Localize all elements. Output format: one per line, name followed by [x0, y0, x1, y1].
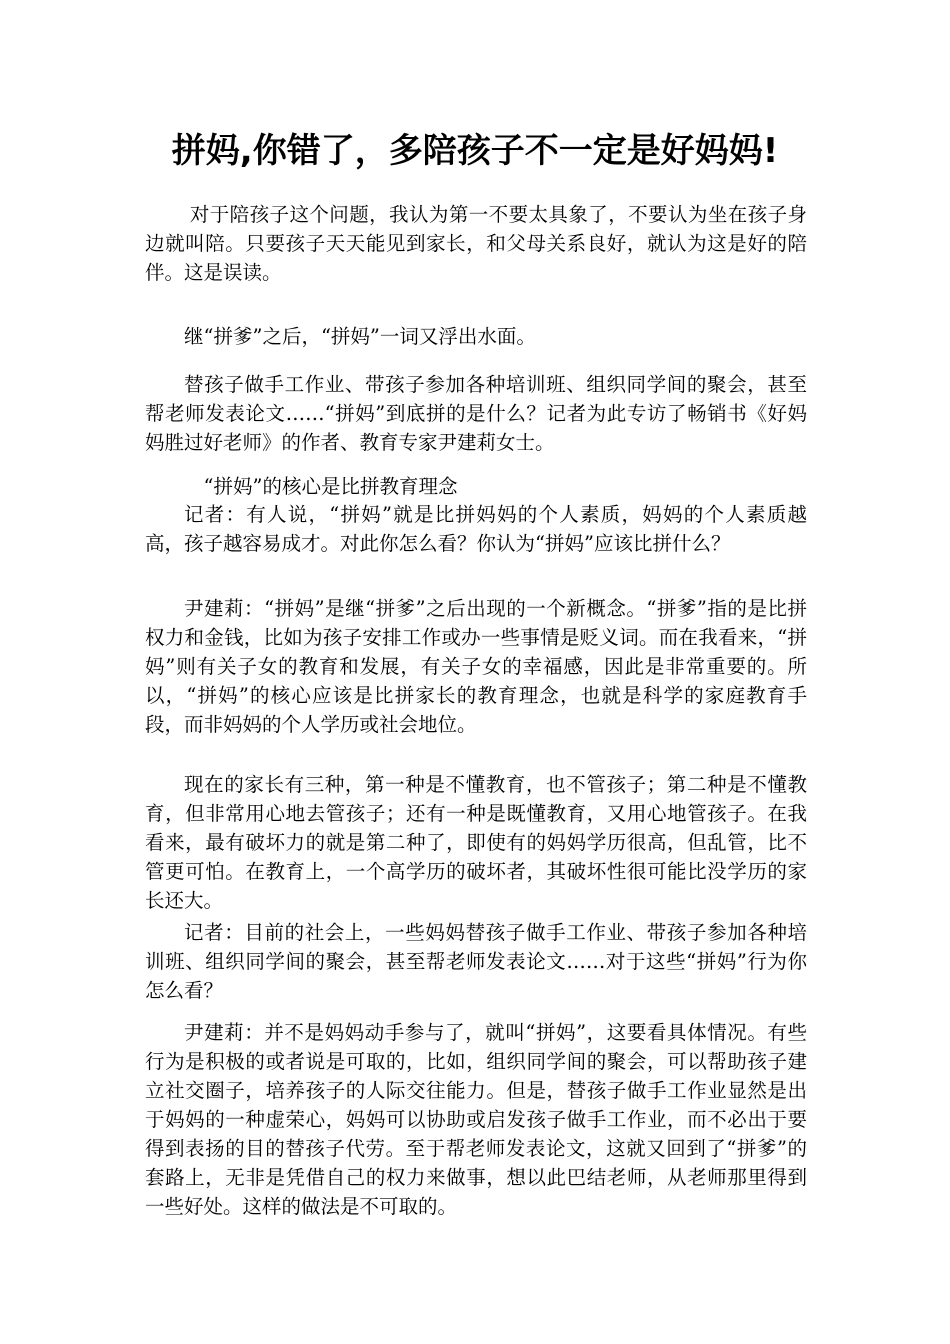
- paragraph: 继“拼爹”之后，“拼妈”一词又浮出水面。: [184, 325, 536, 348]
- paragraph-block: [145, 918, 807, 1005]
- paragraph-question: 记者：目前的社会上，一些妈妈替孩子做手工作业、带孩子参加各种培训班、组织同学间的聚会，甚至帮老师发表论文……对于这些“拼妈”行为你怎么看？: [145, 921, 807, 1002]
- paragraph-block: [145, 500, 807, 558]
- paragraph-intro: 对于陪孩子这个问题，我认为第一不要太具象了，不要认为坐在孩子身边就叫陪。只要孩子天天能见到家长，和父母关系良好，就认为这是好的陪伴。这是误读。: [145, 203, 807, 284]
- paragraph: 替孩子做手工作业、带孩子参加各种培训班、组织同学间的聚会，甚至帮老师发表论文……“拼妈”到底拼的是什么？记者为此专访了畅销书《好妈妈胜过好老师》的作者、教育专家尹建莉女士。: [145, 373, 807, 454]
- paragraph-block: [145, 1018, 807, 1221]
- paragraph: 现在的家长有三种，第一种是不懂教育，也不管孩子；第二种是不懂教育，但非常用心地去管孩子；还有一种是既懂教育，又用心地管孩子。在我看来，最有破坏力的就是第二种了，即使有的妈妈学历很高，但乱管，比不管更可怕。在教育上，一个高学历的破坏者，其破坏性很可能比没学历的家长还大。: [145, 773, 807, 912]
- document-title: 拼妈,你错了，多陪孩子不一定是好妈妈!: [171, 131, 779, 171]
- section-heading: “拼妈”的核心是比拼教育理念: [203, 475, 458, 498]
- paragraph-block: [145, 594, 807, 739]
- section-heading-block: [145, 472, 807, 501]
- paragraph-block: [145, 322, 807, 351]
- paragraph-block: [145, 370, 807, 457]
- paragraph-question: 记者：有人说，“拼妈”就是比拼妈妈的个人素质，妈妈的个人素质越高，孩子越容易成才。对此你怎么看？你认为“拼妈”应该比拼什么？: [145, 503, 807, 555]
- paragraph-block: [145, 770, 807, 915]
- paragraph-answer: 尹建莉：并不是妈妈动手参与了，就叫“拼妈”，这要看具体情况。有些行为是积极的或者说是可取的，比如，组织同学间的聚会，可以帮助孩子建立社交圈子，培养孩子的人际交往能力。但是，替孩子做手工作业显然是出于妈妈的一种虚荣心，妈妈可以协助或启发孩子做手工作业，而不必出于要得到表扬的目的替孩子代劳。至于帮老师发表论文，这就又回到了“拼爹”的套路上，无非是凭借自己的权力来做事，想以此巴结老师，从老师那里得到一些好处。这样的做法是不可取的。: [145, 1021, 807, 1218]
- paragraph-answer: 尹建莉：“拼妈”是继“拼爹”之后出现的一个新概念。“拼爹”指的是比拼权力和金钱，比如为孩子安排工作或办一些事情是贬义词。而在我看来，“拼妈”则有关子女的教育和发展，有关子女的幸福感，因此是非常重要的。所以，“拼妈”的核心应该是比拼家长的教育理念，也就是科学的家庭教育手段，而非妈妈的个人学历或社会地位。: [145, 597, 807, 736]
- paragraph-block: [145, 200, 807, 287]
